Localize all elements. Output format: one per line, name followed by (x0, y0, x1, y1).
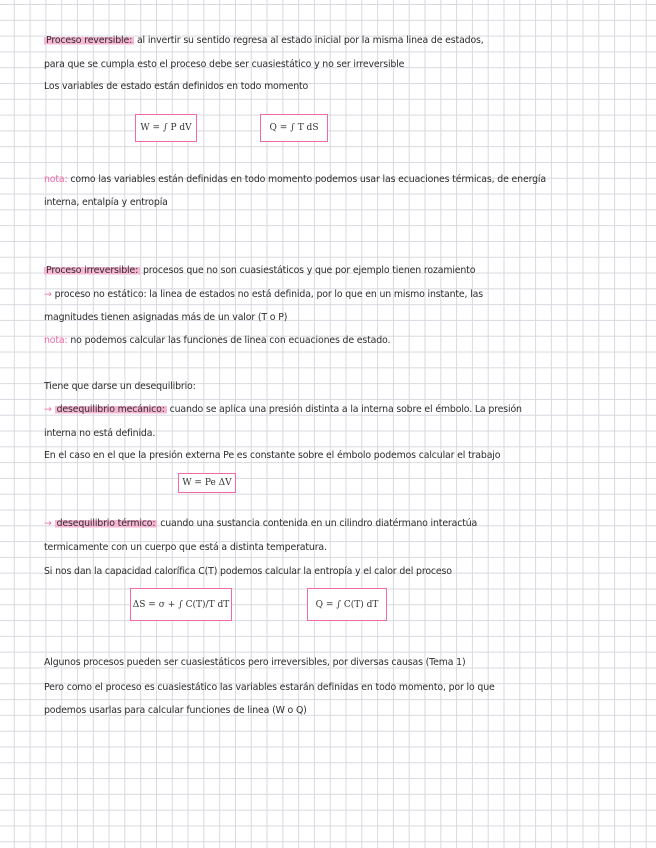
irreversible-note-label: nota: (44, 335, 68, 346)
reversible-note-label: nota: (44, 174, 68, 185)
mech-line-1 (44, 404, 522, 416)
irreversible-line-1 (44, 265, 475, 277)
formula-entropy: ΔS = σ + ∫ C(T)/T dT (132, 599, 230, 610)
reversible-text-3: Los variables de estado están definidos en todo momento (44, 81, 309, 92)
irreversible-note-text: no podemos calcular las funciones de linea con ecuaciones de estado. (70, 335, 391, 346)
formula-work-box (135, 114, 197, 142)
reversible-text-2: para que se cumpla esto el proceso debe ser cuasiestático y no ser irreversible (44, 59, 405, 70)
irreversible-title: Proceso irreversible: (46, 265, 139, 276)
formula-heat-box (260, 114, 328, 142)
mech-text-1: cuando se aplica una presión distinta a la interna sobre el émbolo. La presión (169, 404, 522, 415)
arrow-icon: → (44, 404, 52, 415)
therm-title: desequilibrio térmico: (56, 518, 156, 529)
reversible-line-1 (44, 35, 484, 47)
closing-text-2: Pero como el proceso es cuasiestático las variables estarán definidas en todo momento, por lo que (44, 682, 495, 693)
irreversible-note-line (44, 335, 390, 347)
formula-mech: W = Pe ΔV (182, 478, 232, 488)
formula-heat: Q = ∫ T dS (269, 123, 319, 133)
formula-entropy-box (130, 588, 232, 621)
mech-text-3: En el caso en el que la presión externa Pe es constante sobre el émbolo podemos calcular el trabajo (44, 450, 501, 461)
desequilibrio-intro: Tiene que darse un desequilibrio: (44, 381, 196, 392)
reversible-note-text-2: interna, entalpía y entropía (44, 197, 168, 208)
irreversible-line-2 (44, 289, 483, 301)
therm-text-1: cuando una sustancia contenida en un cilindro diatérmano interactúa (160, 518, 478, 529)
formula-work: W = ∫ P dV (140, 123, 192, 133)
arrow-icon: → (44, 518, 52, 529)
reversible-note-text: como las variables están definidas en todo momento podemos usar las ecuaciones térmicas, de energía (70, 174, 546, 185)
reversible-text-1: al invertir su sentido regresa al estado inicial por la misma linea de estados, (136, 35, 484, 46)
irreversible-text-1: procesos que no son cuasiestáticos y que por ejemplo tienen rozamiento (142, 265, 476, 276)
arrow-icon: → (44, 289, 52, 300)
reversible-title: Proceso reversible: (46, 35, 133, 46)
mech-title: desequilibrio mecánico: (56, 404, 165, 415)
mech-text-2: interna no está definida. (44, 428, 156, 439)
therm-line-1 (44, 518, 477, 530)
therm-text-2: termicamente con un cuerpo que está a distinta temperatura. (44, 542, 327, 553)
therm-text-3: Si nos dan la capacidad calorífica C(T) podemos calcular la entropía y el calor del proceso (44, 566, 452, 577)
formula-heat2-box (307, 588, 387, 621)
formula-mech-box (178, 473, 236, 493)
formula-heat2: Q = ∫ C(T) dT (315, 599, 379, 610)
reversible-note-line-1 (44, 174, 546, 186)
irreversible-text-2: proceso no estático: la linea de estados no está definida, por lo que en un mismo instante, las (54, 289, 483, 300)
irreversible-text-3: magnitudes tienen asignadas más de un valor (T o P) (44, 312, 288, 323)
closing-text-3: podemos usarlas para calcular funciones de linea (W o Q) (44, 705, 307, 716)
closing-text-1: Algunos procesos pueden ser cuasiestáticos pero irreversibles, por diversas causas (Tema 1) (44, 657, 466, 668)
